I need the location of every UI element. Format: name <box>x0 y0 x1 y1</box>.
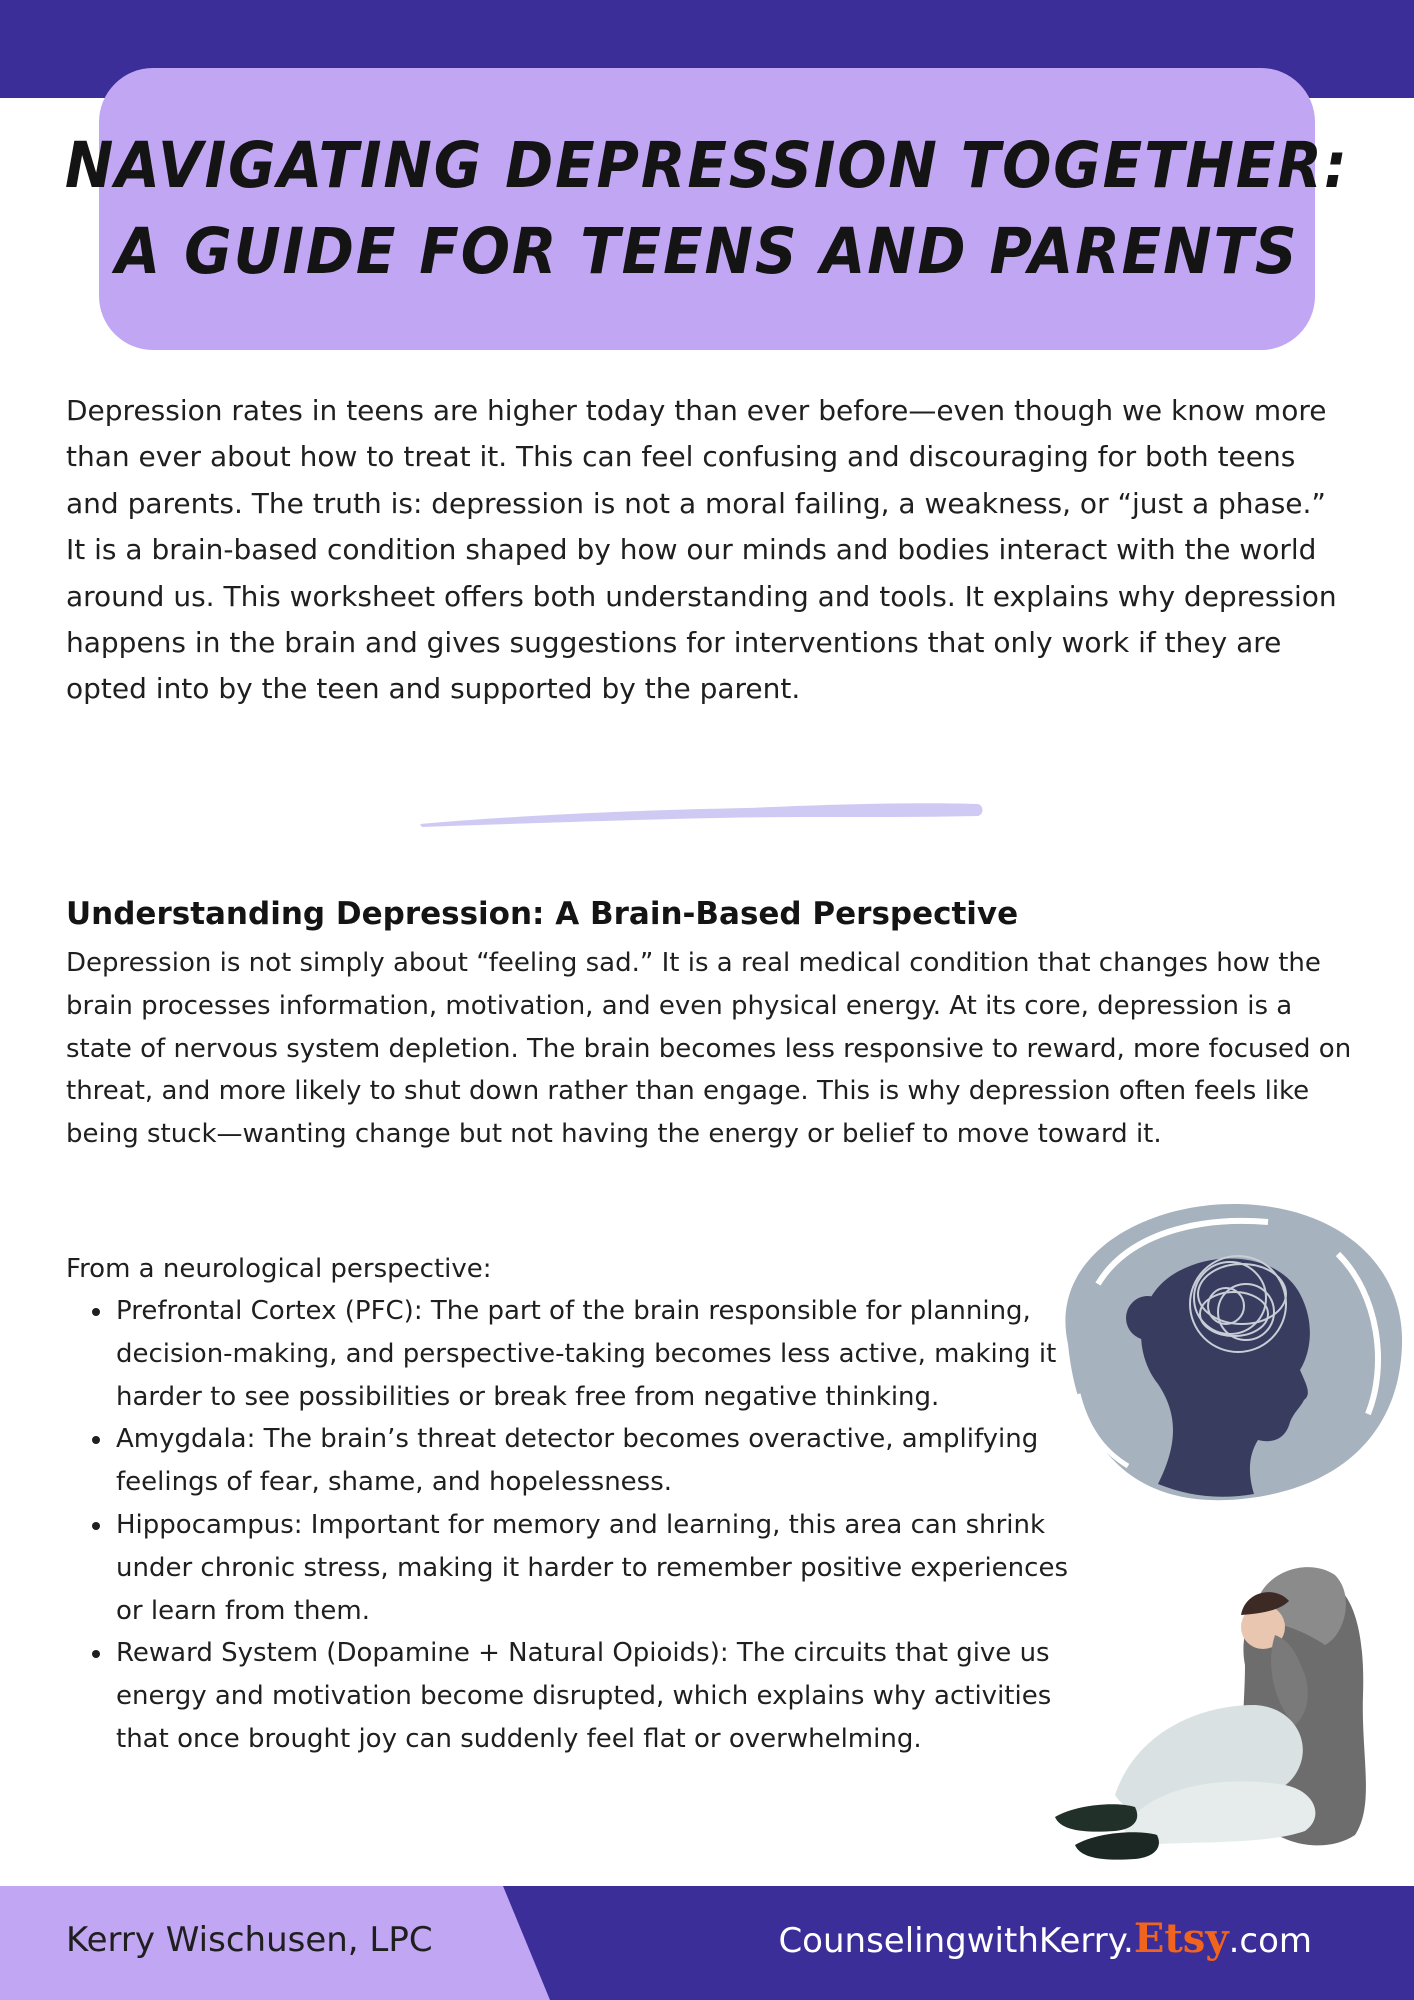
section-body: Depression is not simply about “feeling sad.” It is a real medical condition that changes how the brain processes information, motivation, and even physical energy. At its core, depression is a state of nervous system depletion. The brain becomes less responsive to reward, more focused on threat, and more likely to shut down rather than engage. This is why depression often feels like being stuck—wanting change but not having the energy or belief to move toward it. <box>66 948 1352 1150</box>
teen-illustration <box>1045 1555 1395 1865</box>
brain-illustration <box>1038 1194 1408 1506</box>
etsy-logo: Etsy <box>1133 1915 1229 1962</box>
site-suffix: .com <box>1228 1921 1312 1961</box>
shoe-2 <box>1075 1832 1159 1859</box>
list-item-amygdala: • Amygdala: The brain’s threat detector becomes overactive, amplifying feelings of fear, shame, and hopelessness. <box>114 1418 1094 1504</box>
list-item-hippocampus: • Hippocampus: Important for memory and learning, this area can shrink under chronic stress, making it harder to remember positive experiences or learn from them. <box>114 1504 1094 1632</box>
site-prefix: CounselingwithKerry. <box>778 1921 1134 1961</box>
neuro-list <box>66 1290 1094 1761</box>
author-name: Kerry Wischusen, LPC <box>66 1920 433 1960</box>
intro-paragraph: Depression rates in teens are higher today than ever before—even though we know more than ever about how to treat it. This can feel confusing and discouraging for both teens and parents. The truth is: depression is not a moral failing, a weakness, or “just a phase.” It is a brain-based condition shaped by how our minds and bodies interact with the world around us. This worksheet offers both understanding and tools. It explains why depression happens in the brain and gives suggestions for interventions that only work if they are opted into by the teen and supported by the parent. <box>66 394 1337 706</box>
site-link[interactable] <box>778 1915 1312 1962</box>
hair-bun <box>1126 1296 1170 1340</box>
neuro-lead-text: From a neurological perspective: <box>66 1254 492 1284</box>
page-title-line-2: A GUIDE FOR TEENS AND PARENTS <box>115 215 1299 288</box>
brush-divider <box>418 798 984 828</box>
shoe-1 <box>1055 1804 1137 1831</box>
list-item-pfc: • Prefrontal Cortex (PFC): The part of the brain responsible for planning, decision-making, and perspective-taking becomes less active, making it harder to see possibilities or break free from negative thinking. <box>114 1290 1094 1418</box>
title-banner <box>65 68 1349 350</box>
brush-stroke <box>420 803 983 827</box>
section-heading: Understanding Depression: A Brain-Based Perspective <box>66 896 1019 932</box>
page-title-line-1: NAVIGATING DEPRESSION TOGETHER: <box>65 129 1349 202</box>
list-item-reward-system: • Reward System (Dopamine + Natural Opioids): The circuits that give us energy and motivation become disrupted, which explains why activities that once brought joy can suddenly feel flat or overwhelming. <box>114 1632 1094 1760</box>
